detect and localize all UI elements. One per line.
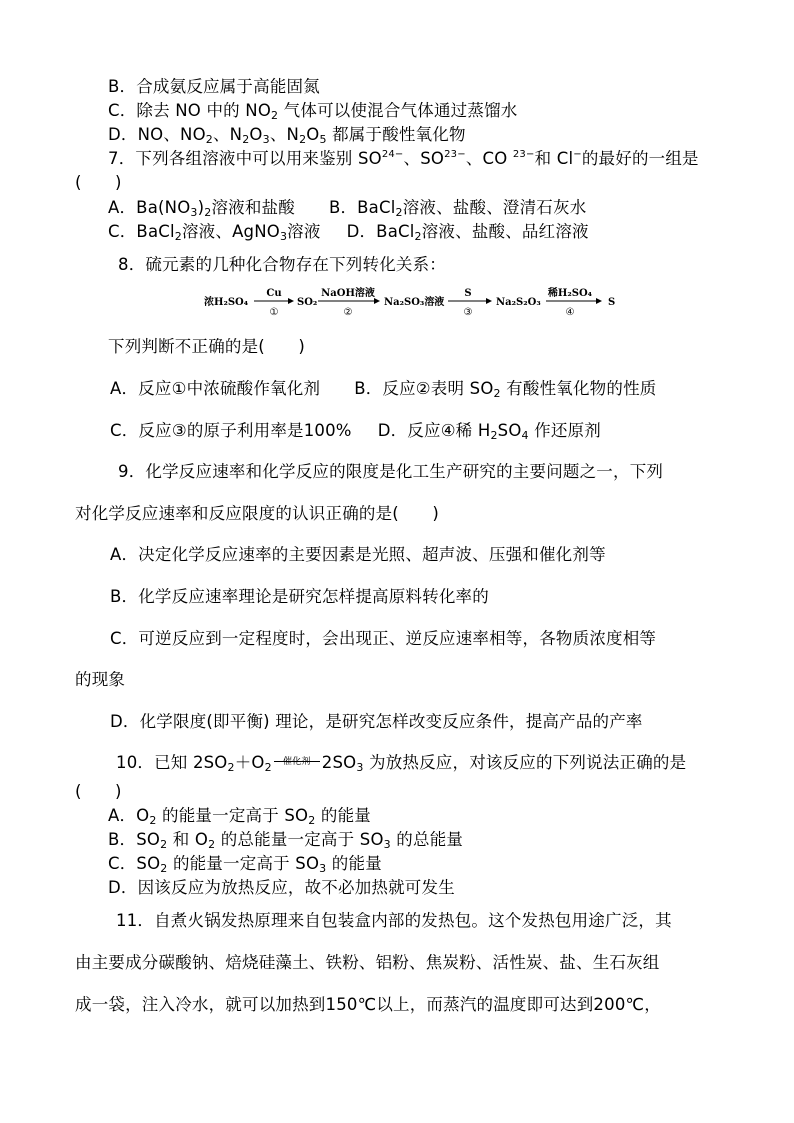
scheme-reagent-cu: Cu [266, 288, 282, 299]
q10-option-b: B．$SO_2$ 和 $O_2$ 的总能量一定高于 $SO_3$ 的总能量 [108, 830, 464, 851]
scheme-species-conc-h2so4: 浓H₂SO₄ [204, 297, 249, 308]
q6-option-b: B．合成氨反应属于高能固氮 [108, 77, 320, 96]
scheme-arrowhead-4 [596, 298, 602, 304]
sulfur-conversion-scheme [204, 284, 624, 320]
scheme-reagent-dilute-h2so4: 稀H₂SO₄ [547, 288, 593, 299]
q10-stem: 10．已知 $2SO_2+O_2$ 催化剂 $2SO_3$ 为放热反应，对该反应的下列说法正确的是 [116, 753, 687, 774]
q9-option-c-line1: C．可逆反应到一定程度时，会出现正、逆反应速率相等，各物质浓度相等 [110, 629, 657, 648]
scheme-arrowhead-3 [486, 298, 492, 304]
scheme-species-na2s2o3: Na₂S₂O₃ [496, 297, 541, 308]
q9-option-b: B．化学反应速率理论是研究怎样提高原料转化率的 [110, 587, 489, 606]
scheme-reagent-s: S [464, 288, 472, 299]
q9-option-c-line2: 的现象 [75, 670, 126, 689]
q10-option-d: D．因该反应为放热反应，故不必加热就可发生 [108, 878, 455, 897]
q7-answer-paren: ( ) [75, 173, 122, 192]
q11-stem-line3: 成一袋，注入冷水，就可以加热到150℃以上，而蒸汽的温度即可达到200℃， [75, 995, 661, 1014]
q9-option-a: A．决定化学反应速率的主要因素是光照、超声波、压强和催化剂等 [110, 545, 606, 564]
q11-stem-line2: 由主要成分碳酸钠、焙烧硅藻土、铁粉、铝粉、焦炭粉、活性炭、盐、生石灰组 [75, 953, 660, 972]
scheme-step-2: ② [343, 307, 353, 318]
scheme-species-na2so3: Na₂SO₃溶液 [384, 297, 445, 308]
scheme-species-so2: SO₂ [297, 297, 318, 308]
scheme-species-s: S [608, 297, 616, 308]
q8-ask: 下列判断不正确的是( ) [108, 337, 305, 356]
scheme-arrowhead-2 [374, 298, 380, 304]
q10-option-c: C．$SO_2$ 的能量一定高于 $SO_3$ 的能量 [108, 854, 382, 875]
q10-answer-paren: ( ) [75, 782, 122, 801]
q8-options-ab: A．反应①中浓硫酸作氧化剂 B．反应②表明 $SO_2$ 有酸性氧化物的性质 [110, 379, 657, 400]
q9-stem-line2: 对化学反应速率和反应限度的认识正确的是( ) [75, 504, 439, 523]
q8-stem: 8．硫元素的几种化合物存在下列转化关系： [118, 255, 446, 274]
catalyst-equilibrium-arrow: 催化剂 [272, 767, 322, 768]
q6-option-c: C．除去 NO 中的 $NO_2$ 气体可以使混合气体通过蒸馏水 [108, 101, 518, 122]
q11-stem-line1: 11．自煮火锅发热原理来自包装盒内部的发热包。这个发热包用途广泛，其 [116, 911, 672, 930]
scheme-arrowhead-1 [288, 298, 294, 304]
scheme-step-3: ③ [463, 307, 473, 318]
q7-options-ab: A．$Ba(NO_3)_2$溶液和盐酸 B．BaCl$_2$溶液、盐酸、澄清石灰水 [108, 198, 587, 219]
q9-stem-line1: 9．化学反应速率和化学反应的限度是化工生产研究的主要问题之一，下列 [118, 462, 664, 481]
q8-options-cd: C．反应③的原子利用率是100% D．反应④稀 $H_2SO_4$ 作还原剂 [110, 421, 601, 442]
scheme-step-1: ① [269, 307, 279, 318]
scheme-step-4: ④ [565, 307, 575, 318]
q7-stem: 7．下列各组溶液中可以用来鉴别 $SO^{24-}$、$SO^{23-}$、CO $^{23-}$和 Cl−的最好的一组是 [108, 149, 699, 168]
q6-option-d: D．NO、$NO_2$、$N_2O_3$、$N_2O_5$ 都属于酸性氧化物 [108, 125, 466, 146]
q7-options-cd: C．BaCl$_2$溶液、AgNO$_3$溶液 D．BaCl$_2$溶液、盐酸、品红溶液 [108, 222, 589, 243]
scheme-reagent-naoh: NaOH溶液 [321, 288, 375, 299]
q10-option-a: A．$O_2$ 的能量一定高于 $SO_2$ 的能量 [108, 806, 371, 827]
q9-option-d: D．化学限度(即平衡) 理论，是研究怎样改变反应条件，提高产品的产率 [110, 712, 643, 731]
